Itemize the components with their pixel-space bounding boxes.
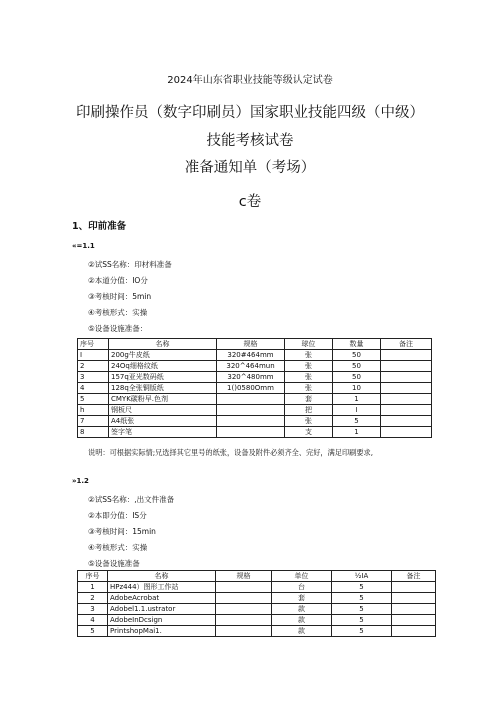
column-header: 数量	[333, 339, 381, 350]
cell-name: HPz444）图形工作站	[108, 582, 216, 593]
software-table	[77, 570, 436, 637]
part-label: «=1.1	[72, 242, 95, 250]
cell-name: 200g牛皮纸	[109, 350, 217, 361]
cell-index: 8	[78, 427, 109, 438]
document-title-line1: 印刷操作员（数字印刷员）国家职业技能四级（中级）	[76, 105, 424, 121]
paper-mark: c卷	[238, 194, 262, 210]
item-equipment: ⑤设备设施准备：	[88, 324, 148, 333]
cell-index: 2	[78, 361, 109, 372]
cell-index: 1	[78, 582, 108, 593]
column-header: 规格	[216, 571, 272, 582]
cell-unit: 台	[272, 582, 332, 593]
table-row	[78, 372, 432, 383]
cell-unit: 张	[285, 350, 333, 361]
cell-remark	[381, 361, 432, 372]
cell-name: 钢板尺	[109, 405, 217, 416]
item-equipment: ⑤设备设施准备	[88, 559, 140, 568]
cell-index: 3	[78, 372, 109, 383]
cell-spec	[216, 626, 272, 637]
table-note: 说明：可根据实际情;兄选择其它里号的纸张，设备及附件必须齐全、完好，满足印刷要求,	[88, 448, 374, 457]
cell-index: 5	[78, 626, 108, 637]
item-name: ②试SS名称：,出文件准备	[88, 495, 175, 504]
cell-spec	[216, 604, 272, 615]
cell-name: AdobeInDcsign	[108, 615, 216, 626]
cell-name: CMYK碳粉早.色剂	[109, 394, 217, 405]
table-row	[78, 416, 432, 427]
item-form: ④考核形式：实操	[88, 543, 148, 552]
table-row	[78, 383, 432, 394]
document-title-line3: 准备通知单（考场）	[184, 160, 316, 176]
column-header: 球位	[285, 339, 333, 350]
cell-qty: 5	[332, 593, 392, 604]
cell-spec: 320^480mm	[217, 372, 285, 383]
table-row	[78, 427, 432, 438]
item-score: ②本即分值：IS分	[88, 511, 147, 520]
cell-index: 2	[78, 593, 108, 604]
table-row	[78, 582, 436, 593]
cell-remark	[392, 582, 436, 593]
table-row	[78, 405, 432, 416]
cell-unit: 张	[285, 416, 333, 427]
item-score: ②本道分值：IO分	[88, 276, 148, 285]
column-header: 备注	[381, 339, 432, 350]
cell-spec	[216, 593, 272, 604]
cell-spec	[217, 394, 285, 405]
document-title-line2: 技能考核试卷	[206, 133, 294, 149]
cell-unit: 套	[285, 394, 333, 405]
cell-spec	[216, 582, 272, 593]
cell-unit: 套	[272, 593, 332, 604]
cell-remark	[381, 405, 432, 416]
column-header: 名称	[108, 571, 216, 582]
cell-qty: 50	[333, 361, 381, 372]
cell-remark	[381, 372, 432, 383]
cell-name: AdobeAcrobat	[108, 593, 216, 604]
column-header: 序号	[78, 571, 108, 582]
cell-qty: I	[333, 405, 381, 416]
cell-qty: 5	[332, 582, 392, 593]
column-header: 序号	[78, 339, 109, 350]
cell-index: 7	[78, 416, 109, 427]
cell-spec: 320#464mm	[217, 350, 285, 361]
table-row	[78, 626, 436, 637]
cell-index: 3	[78, 604, 108, 615]
cell-remark	[392, 604, 436, 615]
item-time: ③考核时间：15min	[88, 527, 156, 536]
cell-qty: 50	[333, 350, 381, 361]
cell-qty: 5	[332, 615, 392, 626]
cell-qty: 5	[333, 416, 381, 427]
cell-remark	[392, 626, 436, 637]
cell-name: 128q全张铜版纸	[109, 383, 217, 394]
cell-index: h	[78, 405, 109, 416]
cell-remark	[381, 383, 432, 394]
cell-qty: 5	[332, 604, 392, 615]
table-row	[78, 615, 436, 626]
cell-spec	[217, 416, 285, 427]
cell-remark	[381, 350, 432, 361]
cell-spec	[217, 405, 285, 416]
cell-spec: 320^464mun	[217, 361, 285, 372]
cell-name: A4纸张	[109, 416, 217, 427]
cell-unit: 款	[272, 615, 332, 626]
table-header-row	[78, 339, 432, 350]
cell-unit: 张	[285, 361, 333, 372]
cell-index: 4	[78, 615, 108, 626]
table-row	[78, 394, 432, 405]
column-header: 备注	[392, 571, 436, 582]
cell-index: 4	[78, 383, 109, 394]
cell-qty: 1	[333, 394, 381, 405]
cell-unit: 张	[285, 383, 333, 394]
cell-spec	[216, 615, 272, 626]
cell-unit: 款	[272, 626, 332, 637]
column-header: 单位	[272, 571, 332, 582]
exam-year-title: 2024年山东省职业技能等级认定试卷	[167, 75, 333, 86]
cell-qty: 10	[333, 383, 381, 394]
table-row	[78, 350, 432, 361]
cell-index: I	[78, 350, 109, 361]
cell-unit: 款	[272, 604, 332, 615]
cell-unit: 支	[285, 427, 333, 438]
item-name: ②试SS名称：印材料准备	[88, 260, 172, 269]
part-label: »1.2	[72, 477, 89, 485]
cell-name: Adobel1.1.ustrator	[108, 604, 216, 615]
cell-qty: 50	[333, 372, 381, 383]
cell-spec: 1()0580Omm	[217, 383, 285, 394]
cell-name: PrintshopMai1.	[108, 626, 216, 637]
cell-remark	[392, 615, 436, 626]
cell-unit: 张	[285, 372, 333, 383]
table-header-row	[78, 571, 436, 582]
section-heading: 1、印前准备	[72, 221, 127, 232]
cell-spec	[217, 427, 285, 438]
table-row	[78, 361, 432, 372]
cell-remark	[392, 593, 436, 604]
item-time: ③考核时间：5min	[88, 292, 152, 301]
cell-index: 5	[78, 394, 109, 405]
cell-name: 签字笔	[109, 427, 217, 438]
cell-remark	[381, 416, 432, 427]
cell-remark	[381, 394, 432, 405]
cell-unit: 把	[285, 405, 333, 416]
cell-qty: 1	[333, 427, 381, 438]
column-header: 名称	[109, 339, 217, 350]
table-row	[78, 593, 436, 604]
column-header: 规格	[217, 339, 285, 350]
item-form: ④考核形式：实操	[88, 308, 148, 317]
cell-name: 24Oq细格纹纸	[109, 361, 217, 372]
materials-table	[77, 338, 432, 438]
cell-name: 157q亚光数码纸	[109, 372, 217, 383]
table-row	[78, 604, 436, 615]
cell-qty: 5	[332, 626, 392, 637]
cell-remark	[381, 427, 432, 438]
column-header: ½IA	[332, 571, 392, 582]
